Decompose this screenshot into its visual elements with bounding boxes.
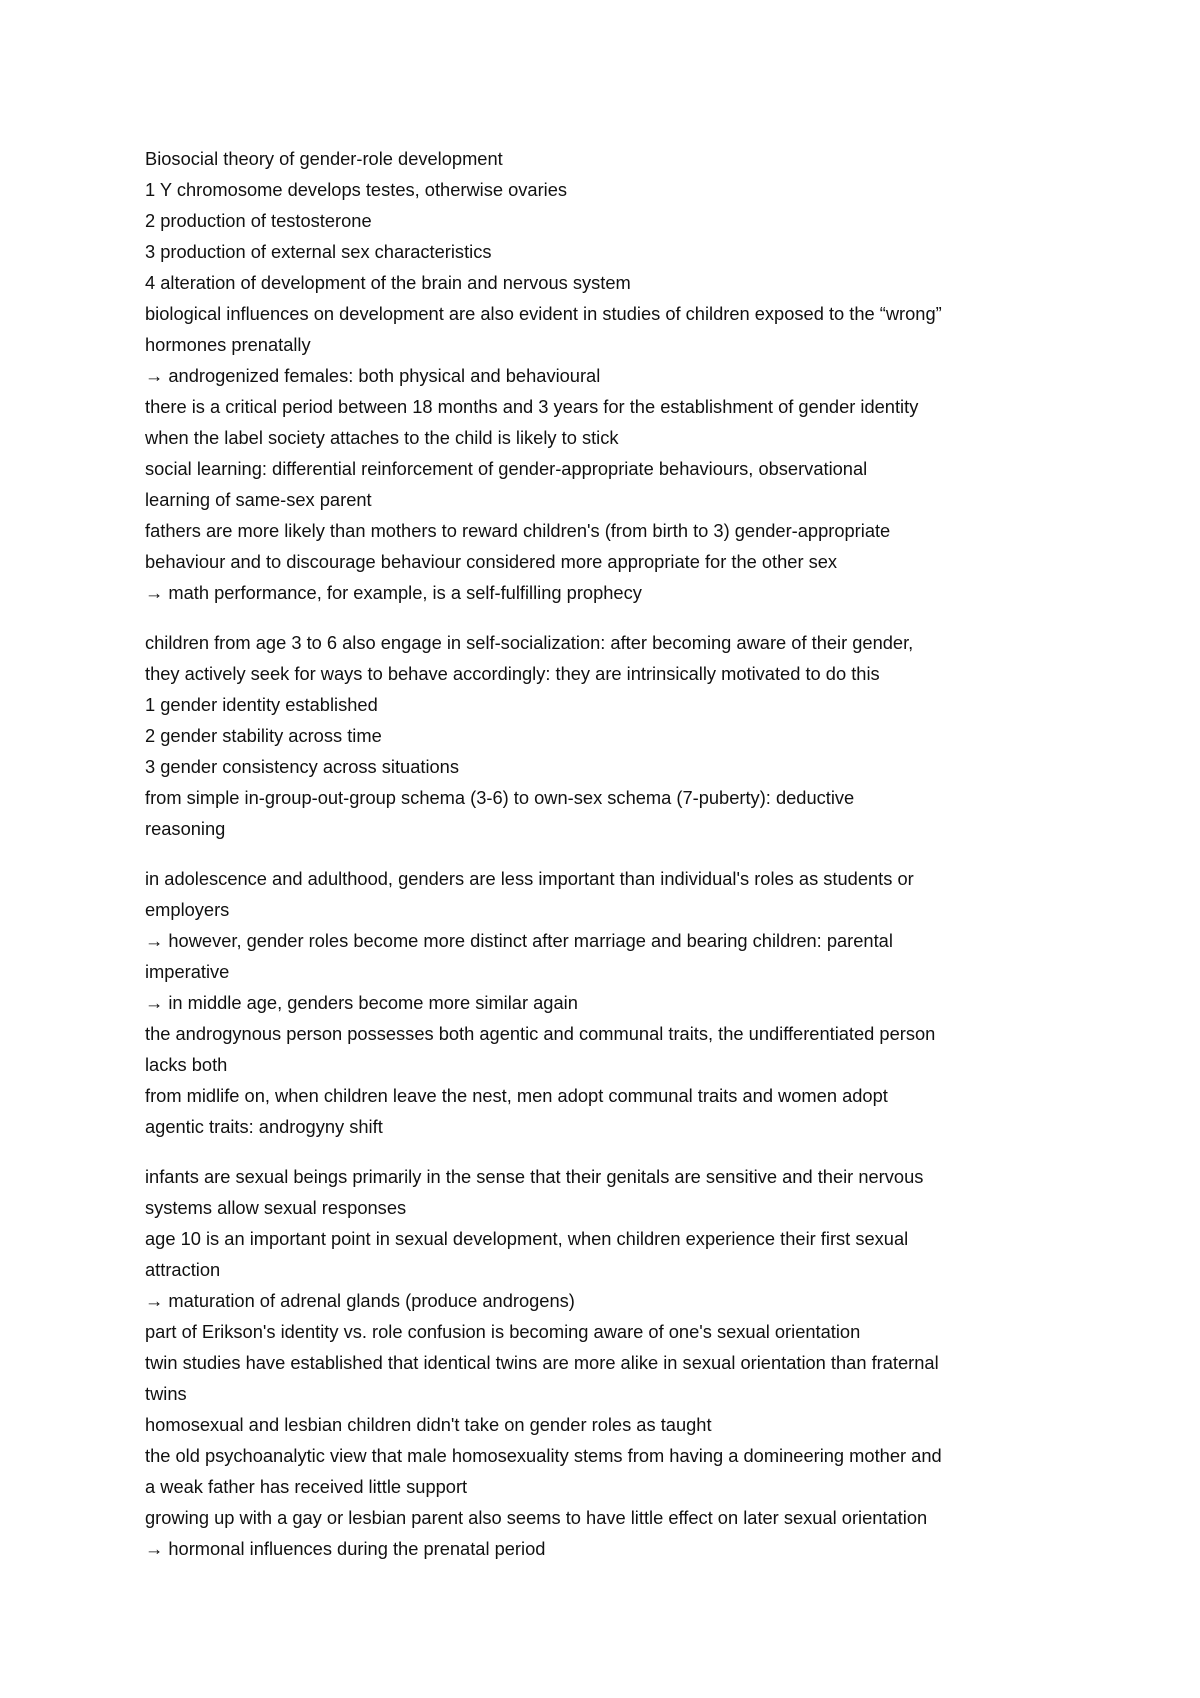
text-line: learning of same-sex parent — [145, 489, 372, 510]
text-line: 3 gender consistency across situations — [145, 756, 459, 777]
text-line: imperative — [145, 961, 230, 982]
text-line: 4 alteration of development of the brain and nervous system — [145, 272, 631, 293]
text-line: behaviour and to discourage behaviour considered more appropriate for the other sex — [145, 551, 838, 572]
text-line: 2 production of testosterone — [145, 210, 372, 231]
text-line: there is a critical period between 18 months and 3 years for the establishment of gender identity — [145, 396, 919, 417]
text-line: 1 Y chromosome develops testes, otherwise ovaries — [145, 179, 568, 200]
paragraph-gap — [145, 1142, 1075, 1161]
text-line: → in middle age, genders become more similar again — [145, 992, 578, 1013]
text-line: biological influences on development are also evident in studies of children exposed to the “wrong” — [145, 303, 942, 324]
text-line: → however, gender roles become more distinct after marriage and bearing children: parental — [145, 930, 893, 951]
document-title: Biosocial theory of gender-role development — [145, 148, 503, 169]
text-line: age 10 is an important point in sexual development, when children experience their first sexual — [145, 1228, 909, 1249]
text-line: → hormonal influences during the prenatal period — [145, 1538, 546, 1559]
text-line: reasoning — [145, 818, 226, 839]
text-line: they actively seek for ways to behave accordingly: they are intrinsically motivated to do this — [145, 663, 880, 684]
text-line: 2 gender stability across time — [145, 725, 382, 746]
section-adulthood — [145, 863, 1075, 1142]
text-line: → maturation of adrenal glands (produce androgens) — [145, 1290, 575, 1311]
paragraph-gap — [145, 844, 1075, 863]
text-line: children from age 3 to 6 also engage in self-socialization: after becoming aware of their gender, — [145, 632, 914, 653]
text-line: from midlife on, when children leave the nest, men adopt communal traits and women adopt — [145, 1085, 888, 1106]
text-line: social learning: differential reinforcement of gender-appropriate behaviours, observational — [145, 458, 868, 479]
section-gender-role — [145, 143, 1075, 608]
text-line: → math performance, for example, is a self-fulfilling prophecy — [145, 582, 642, 603]
text-line: the old psychoanalytic view that male homosexuality stems from having a domineering mother and — [145, 1445, 942, 1466]
text-line: homosexual and lesbian children didn't take on gender roles as taught — [145, 1414, 712, 1435]
text-line: in adolescence and adulthood, genders are less important than individual's roles as students or — [145, 868, 914, 889]
text-line: → androgenized females: both physical and behavioural — [145, 365, 601, 386]
text-line: fathers are more likely than mothers to reward children's (from birth to 3) gender-appropriate — [145, 520, 891, 541]
text-line: hormones prenatally — [145, 334, 311, 355]
text-line: 1 gender identity established — [145, 694, 378, 715]
text-line: the androgynous person possesses both agentic and communal traits, the undifferentiated person — [145, 1023, 936, 1044]
text-line: twins — [145, 1383, 187, 1404]
section-sexual-development — [145, 1161, 1075, 1564]
text-line: 3 production of external sex characteristics — [145, 241, 492, 262]
text-line: attraction — [145, 1259, 221, 1280]
text-line: employers — [145, 899, 230, 920]
document-page — [145, 143, 1075, 1564]
text-line: infants are sexual beings primarily in the sense that their genitals are sensitive and their nervous — [145, 1166, 924, 1187]
text-line: lacks both — [145, 1054, 228, 1075]
text-line: a weak father has received little support — [145, 1476, 468, 1497]
paragraph-gap — [145, 608, 1075, 627]
text-line: growing up with a gay or lesbian parent also seems to have little effect on later sexual orientation — [145, 1507, 928, 1528]
text-line: from simple in-group-out-group schema (3-6) to own-sex schema (7-puberty): deductive — [145, 787, 855, 808]
text-line: when the label society attaches to the child is likely to stick — [145, 427, 619, 448]
text-line: systems allow sexual responses — [145, 1197, 407, 1218]
section-self-socialization — [145, 627, 1075, 844]
text-line: agentic traits: androgyny shift — [145, 1116, 383, 1137]
text-line: twin studies have established that identical twins are more alike in sexual orientation than fraternal — [145, 1352, 939, 1373]
text-line: part of Erikson's identity vs. role confusion is becoming aware of one's sexual orientation — [145, 1321, 861, 1342]
